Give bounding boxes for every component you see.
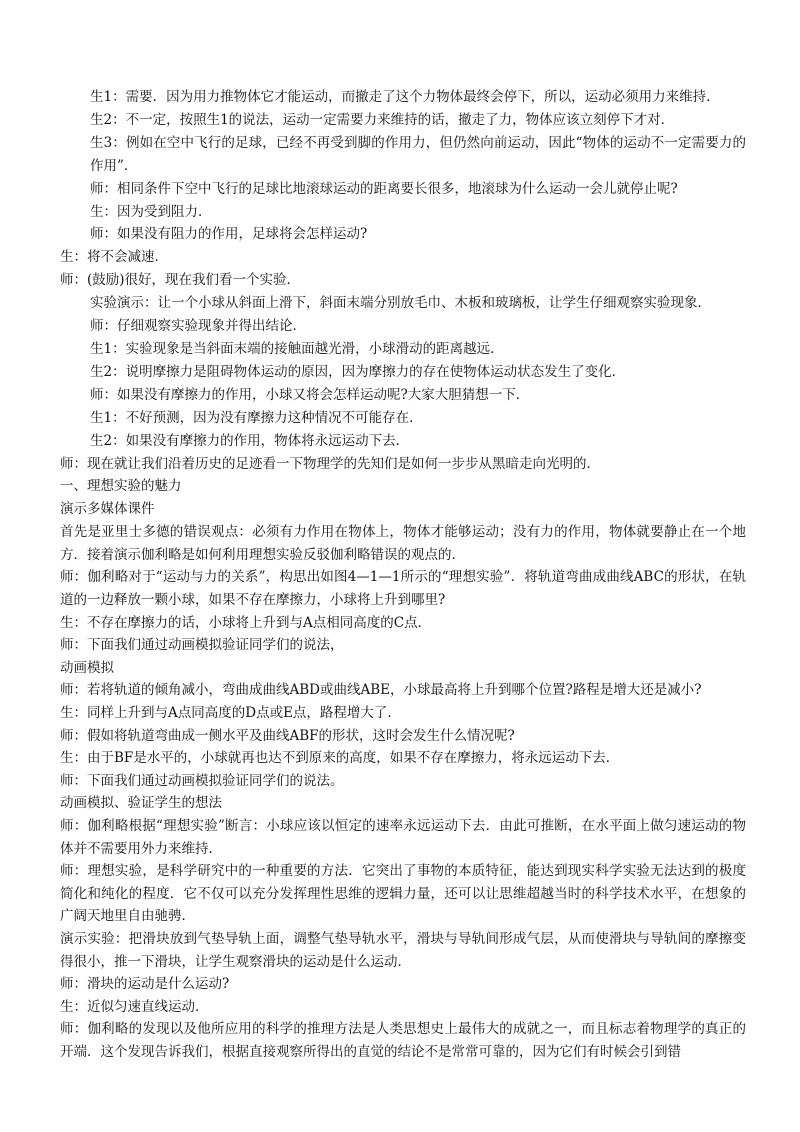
dialogue-paragraph: 生1：需要．因为用力推物体它才能运动，而撤走了这个力物体最终会停下，所以，运动必须用力来维持． [90, 89, 720, 105]
document-page [60, 86, 746, 1063]
dialogue-paragraph: 生2：如果没有摩擦力的作用，物体将永远运动下去． [90, 432, 410, 449]
dialogue-paragraph: 师：下面我们通过动画模拟验证同学们的说法， [60, 637, 344, 654]
subheading: 演示多媒体课件 [60, 501, 155, 518]
experiment-paragraph: 实验演示：让一个小球从斜面上滑下，斜面末端分别放毛巾、木板和玻璃板，让学生仔细观察实验现象． [90, 295, 711, 312]
dialogue-paragraph: 生：近似匀速直线运动． [60, 998, 209, 1015]
dialogue-paragraph: 师：仔细观察实验现象并得出结论． [90, 318, 306, 335]
dialogue-paragraph: 师：伽利略根据“理想实验”断言：小球应该以恒定的速率永远运动下去．由此可推断，在水平面上做匀速运动的物体并不需要用外力来维持． [60, 817, 746, 857]
dialogue-paragraph: 师：若将轨道的倾角减小，弯曲成曲线ABD或曲线ABE，小球最高将上升到哪个位置?路程是增大还是减小? [60, 682, 702, 699]
dialogue-paragraph: 生：同样上升到与A点同高度的D点或E点，路程增大了． [60, 704, 401, 721]
dialogue-paragraph: 生：由于BF是水平的，小球就再也达不到原来的高度，如果不存在摩擦力，将永远运动下去． [60, 750, 620, 767]
dialogue-paragraph: 师：伽利略的发现以及他所应用的科学的推理方法是人类思想史上最伟大的成就之一，而且标志着物理学的真正的开端．这个发现告诉我们，根据直接观察所得出的直觉的结论不是常常可靠的，因为它们有时候会引到错 [60, 1021, 746, 1060]
dialogue-paragraph: 生2：说明摩擦力是阻碍物体运动的原因，因为摩擦力的存在使物体运动状态发生了变化． [90, 363, 626, 380]
dialogue-paragraph: 生3：例如在空中飞行的足球，已经不再受到脚的作用力，但仍然向前运动，因此“物体的运动不一定需要力的作用”． [90, 134, 746, 174]
dialogue-paragraph: 生1：实验现象是当斜面末端的接触面越光滑，小球滑动的距离越远． [90, 340, 504, 357]
subheading: 动画模拟、验证学生的想法 [60, 795, 222, 812]
dialogue-paragraph: 生：因为受到阻力． [90, 203, 212, 220]
dialogue-paragraph: 师：现在就让我们沿着历史的足迹看一下物理学的先知们是如何一步步从黑暗走向光明的． [60, 455, 600, 472]
section-heading: 一、理想实验的魅力 [60, 478, 182, 495]
dialogue-paragraph: 师：滑块的运动是什么运动? [60, 976, 230, 993]
dialogue-paragraph: 师：理想实验，是科学研究中的一种重要的方法．它突出了事物的本质特征，能达到现实科学实验无法达到的极度简化和纯化的程度．它不仅可以充分发挥理性思维的逻辑力量，还可以让思维超越当时的科学技术水平，在想象的广阔天地里自由驰骋． [60, 863, 746, 925]
dialogue-paragraph: 师：(鼓励)很好，现在我们看一个实验． [60, 272, 301, 289]
dialogue-paragraph: 师：下面我们通过动画模拟验证同学们的说法。 [60, 772, 344, 789]
dialogue-paragraph: 生2：不一定，按照生1的说法，运动一定需要力来维持的话，撤走了力，物体应该立刻停下才对． [90, 111, 675, 128]
subheading: 动画模拟 [60, 659, 114, 676]
dialogue-paragraph: 生：将不会减速． [60, 249, 168, 266]
dialogue-paragraph: 师：伽利略对于“运动与力的关系”，构思出如图4—1—1所示的“理想实验”．将轨道弯曲成曲线ABC的形状，在轨道的一边释放一颗小球，如果不存在摩擦力，小球将上升到哪里? [60, 569, 746, 608]
dialogue-paragraph: 师：如果没有摩擦力的作用，小球又将会怎样运动呢?大家大胆猜想一下． [90, 386, 530, 403]
dialogue-paragraph: 师：假如将轨道弯曲成一侧水平及曲线ABF的形状，这时会发生什么情况呢? [60, 727, 515, 744]
dialogue-paragraph: 师：如果没有阻力的作用，足球将会怎样运动? [90, 226, 368, 243]
dialogue-paragraph: 师：相同条件下空中飞行的足球比地滚球运动的距离要长很多，地滚球为什么运动一会儿就停止呢? [90, 180, 678, 197]
body-paragraph: 首先是亚里士多德的错误观点：必须有力作用在物体上，物体才能够运动；没有力的作用，物体就要静止在一个地方．接着演示伽利略是如何利用理想实验反驳伽利略错误的观点的． [60, 524, 746, 563]
experiment-paragraph: 演示实验：把滑块放到气垫导轨上面，调整气垫导轨水平，滑块与导轨间形成气层，从而使滑块与导轨间的摩擦变得很小，推一下滑块，让学生观察滑块的运动是什么运动． [60, 930, 746, 970]
dialogue-paragraph: 生1：不好预测，因为没有摩擦力这种情况不可能存在． [90, 409, 423, 426]
dialogue-paragraph: 生：不存在摩擦力的话，小球将上升到与A点相同高度的C点． [60, 614, 432, 631]
